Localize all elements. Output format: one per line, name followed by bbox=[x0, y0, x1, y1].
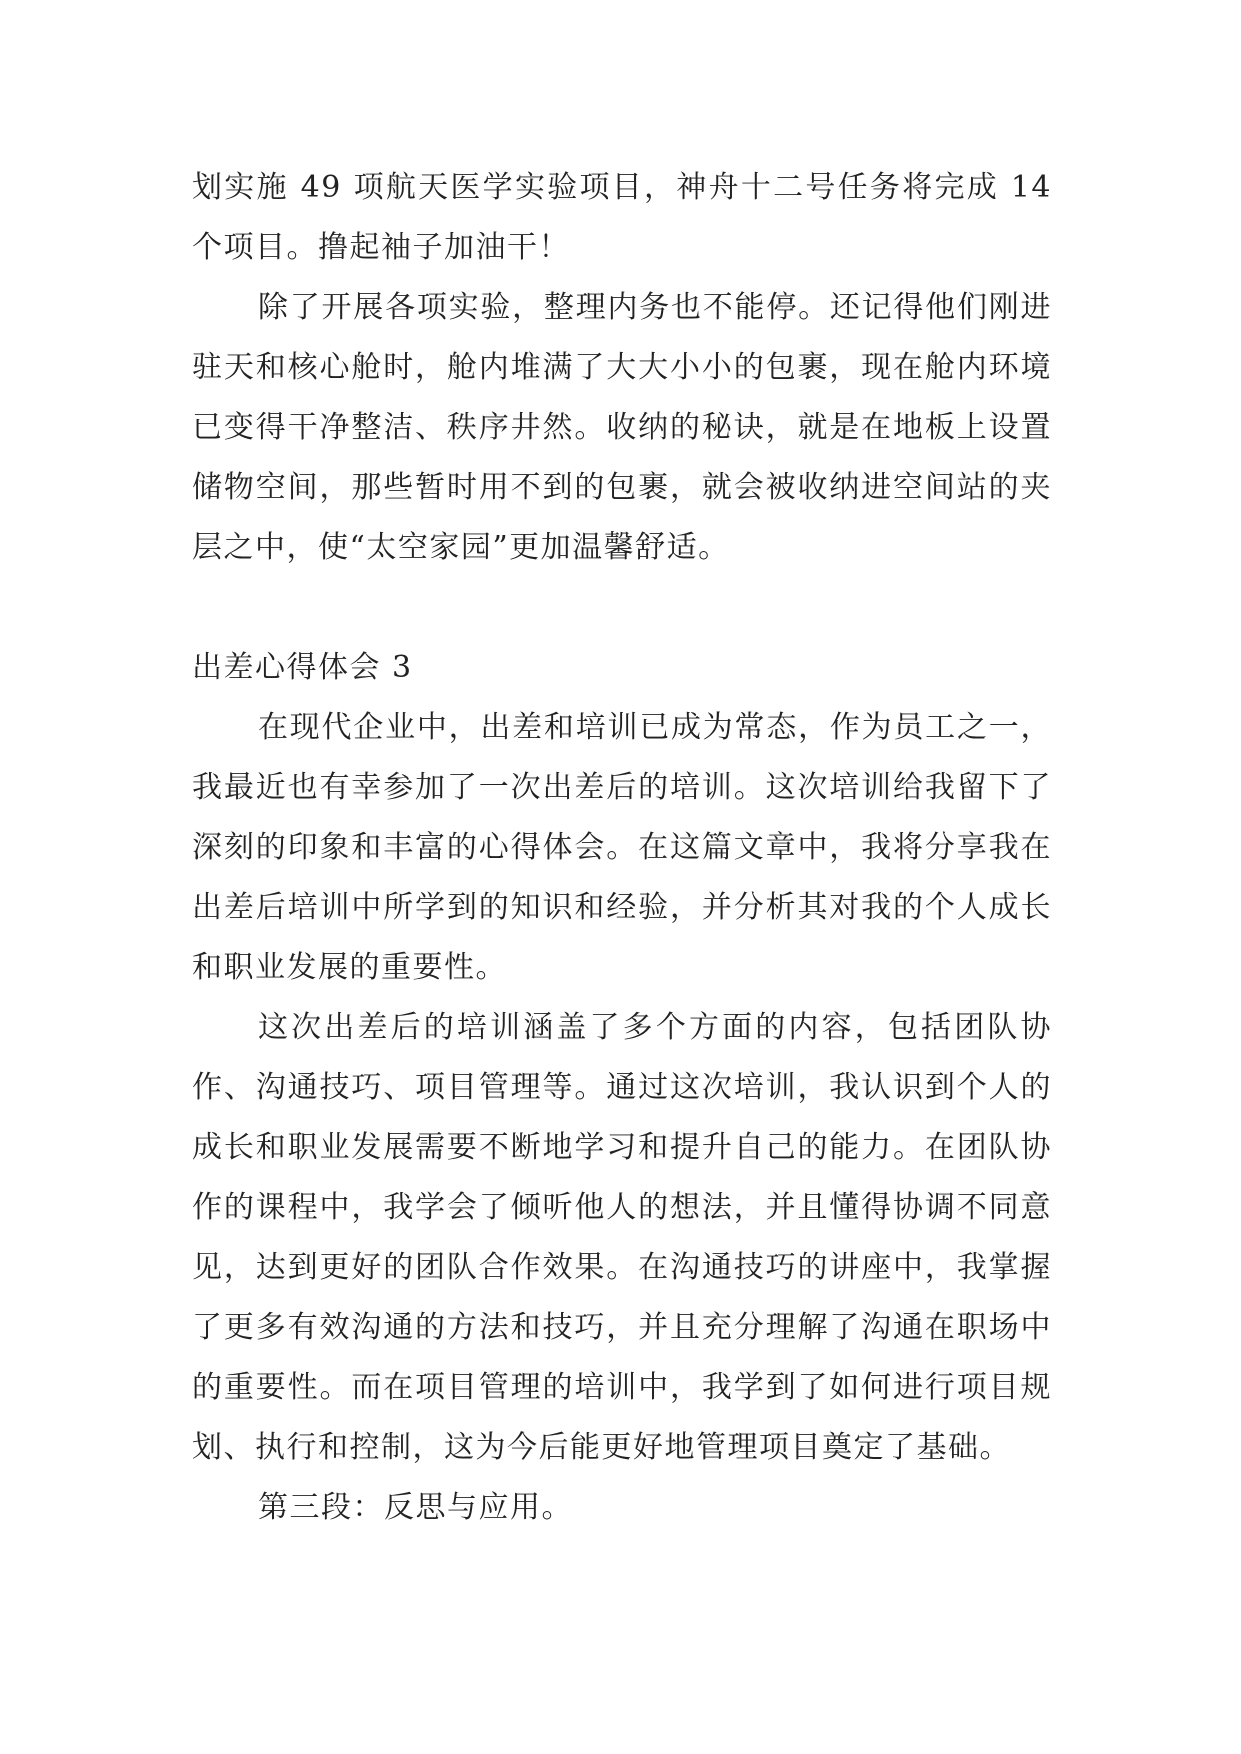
section-title: 出差心得体会 3 bbox=[192, 650, 413, 685]
document-body bbox=[192, 158, 1052, 1538]
paragraph-training-content: 这次出差后的培训涵盖了多个方面的内容，包括团队协作、沟通技巧、项目管理等。通过这次培训，我认识到个人的成长和职业发展需要不断地学习和提升自己的能力。在团队协作的课程中，我学会了倾听他人的想法，并且懂得协调不同意见，达到更好的团队合作效果。在沟通技巧的讲座中，我掌握了更多有效沟通的方法和技巧，并且充分理解了沟通在职场中的重要性。而在项目管理的培训中，我学到了如何进行项目规划、执行和控制，这为今后能更好地管理项目奠定了基础。 bbox=[192, 1010, 1052, 1465]
paragraph-intro: 在现代企业中，出差和培训已成为常态，作为员工之一，我最近也有幸参加了一次出差后的培训。这次培训给我留下了深刻的印象和丰富的心得体会。在这篇文章中，我将分享我在出差后培训中所学到的知识和经验，并分析其对我的个人成长和职业发展的重要性。 bbox=[192, 710, 1052, 985]
paragraph-housekeeping: 除了开展各项实验，整理内务也不能停。还记得他们刚进驻天和核心舱时，舱内堆满了大大小小的包裹，现在舱内环境已变得干净整洁、秩序井然。收纳的秘诀，就是在地板上设置储物空间，那些暂时用不到的包裹，就会被收纳进空间站的夹层之中，使“太空家园”更加温馨舒适。 bbox=[192, 290, 1052, 565]
paragraph-continued: 划实施 49 项航天医学实验项目，神舟十二号任务将完成 14 个项目。撸起袖子加油干！ bbox=[192, 170, 1052, 265]
paragraph-section-three: 第三段：反思与应用。 bbox=[258, 1490, 573, 1525]
